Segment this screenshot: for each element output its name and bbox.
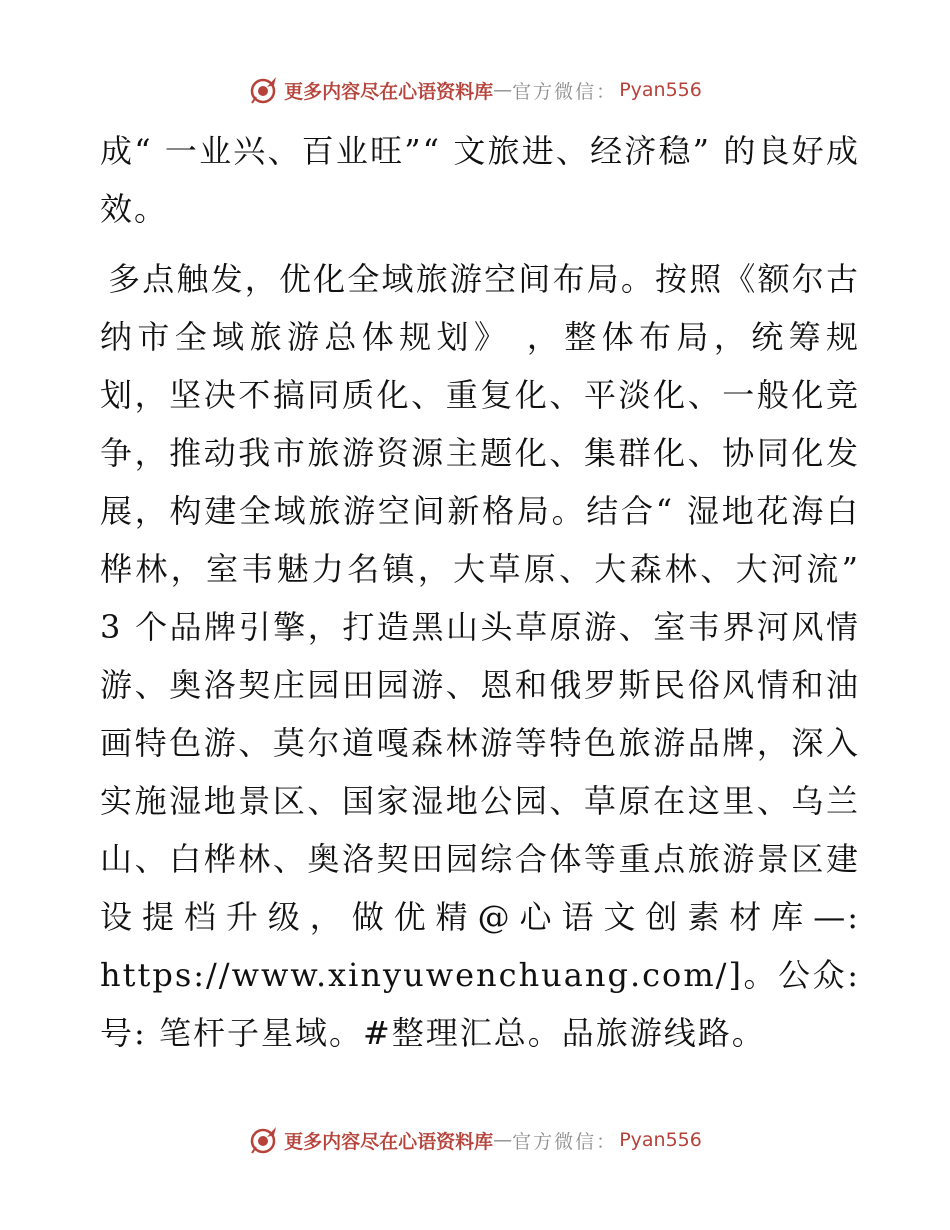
- banner-wechat-label: 官方微信：: [512, 1130, 618, 1153]
- quill-pen-circle-icon: [248, 75, 278, 105]
- paragraph-1: 成“ 一业兴、百业旺”“ 文旅进、经济稳” 的良好成效。: [100, 132, 860, 228]
- quill-pen-circle-icon: [248, 1125, 278, 1155]
- footer-banner: [0, 1120, 950, 1160]
- banner-separator: —: [493, 79, 513, 101]
- banner-brand-text: 更多内容尽在心语资料库: [284, 1130, 494, 1153]
- banner-brand-text: 更多内容尽在心语资料库: [284, 80, 494, 103]
- paragraph-2: 多点触发，优化全域旅游空间布局。按照《额尔古纳市全域旅游总体规划》 ，整体布局，统筹规划，坚决不搞同质化、重复化、平淡化、一般化竞争，推动我市旅游资源主题化、集群化、协同化发展，构建全域旅游空间新格局。结合“ 湿地花海白桦林，室韦魅力名镇，大草原、大森林、大河流” 3 个品牌引擎，打造黑山头草原游、室韦界河风情游、奥洛契庄园田园游、恩和俄罗斯民俗风情和油画特色游、莫尔道嘎森林游等特色旅游品牌，深入实施湿地景区、国家湿地公园、草原在这里、乌兰山、白桦林、奥洛契田园综合体等重点旅游景区建设提档升级，做优精@心语文创素材库—: https://www.xinyuwenchuang.com/]。公众:号: 笔杆子星域。#整理汇总。品旅游线路。: [100, 260, 860, 1052]
- banner-wechat-id: Pyan556: [619, 79, 702, 101]
- header-banner: [0, 70, 950, 110]
- banner-wechat-label: 官方微信：: [512, 80, 618, 103]
- document-body: [100, 122, 860, 1062]
- banner-separator: —: [493, 1129, 513, 1151]
- banner-wechat-id: Pyan556: [619, 1129, 702, 1151]
